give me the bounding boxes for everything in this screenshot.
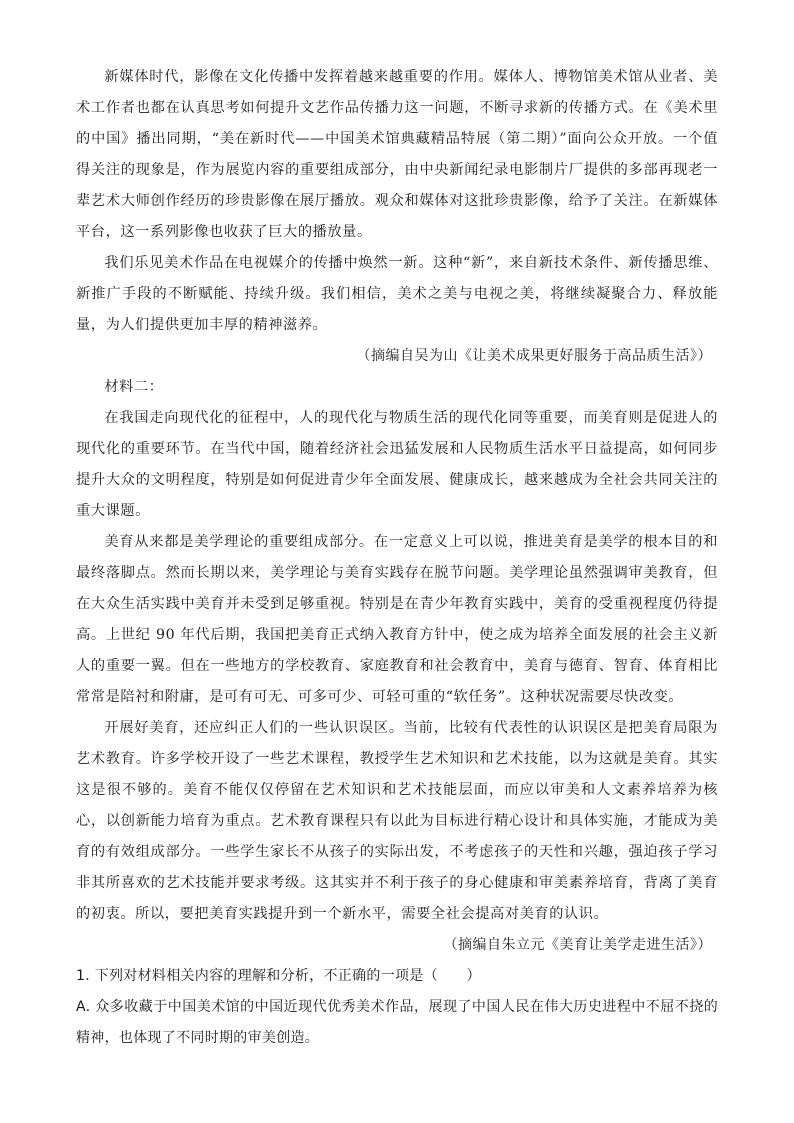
material1-paragraph-1: 新媒体时代，影像在文化传播中发挥着越来越重要的作用。媒体人、博物馆美术馆从业者、美术工作者也都在认真思考如何提升文艺作品传播力这一问题，不断寻求新的传播方式。在《美术里的中国》播出同期，“美在新时代——中国美术馆典藏精品特展（第二期）”面向公众开放。一个值得关注的现象是，作为展览内容的重要组成部分，由中央新闻纪录电影制片厂提供的多部再现老一辈艺术大师创作经历的珍贵影像在展厅播放。观众和媒体对这批珍贵影像，给予了关注。在新媒体平台，这一系列影像也收获了巨大的播放量。 [76, 69, 718, 240]
material1-source: （摘编自吴为山《让美术成果更好服务于高品质生活》） [356, 348, 712, 364]
material1-paragraph-2: 我们乐见美术作品在电视媒介的传播中焕然一新。这种“新”，来自新技术条件、新传播思维、新推广手段的不断赋能、持续升级。我们相信，美术之美与电视之美，将继续凝聚合力、释放能量，为人们提供更加丰厚的精神滋养。 [76, 255, 718, 333]
material2-label: 材料二： [104, 379, 164, 395]
question-1-stem: 1. 下列对材料相关内容的理解和分析，不正确的一项是（ ） [76, 968, 481, 984]
material2-source: （摘编自朱立元《美育让美学走进生活》） [443, 937, 712, 953]
material2-paragraph-1: 在我国走向现代化的征程中，人的现代化与物质生活的现代化同等重要，而美育则是促进人的现代化的重要环节。在当代中国，随着经济社会迅猛发展和人民物质生活水平日益提高，如何同步提升大众的文明程度，特别是如何促进青少年全面发展、健康成长，越来越成为全社会共同关注的重大课题。 [76, 410, 718, 519]
question-1-option-a: A. 众多收藏于中国美术馆的中国近现代优秀美术作品，展现了中国人民在伟大历史进程中不屈不挠的精神，也体现了不同时期的审美创造。 [76, 999, 718, 1046]
material2-paragraph-2: 美育从来都是美学理论的重要组成部分。在一定意义上可以说，推进美育是美学的根本目的和最终落脚点。然而长期以来，美学理论与美育实践存在脱节问题。美学理论虽然强调审美教育，但在大众生活实践中美育并未受到足够重视。特别是在青少年教育实践中，美育的受重视程度仍待提高。上世纪 90 年代后期，我国把美育正式纳入教育方针中，使之成为培养全面发展的社会主义新人的重要一翼。但在一些地方的学校教育、家庭教育和社会教育中，美育与德育、智育、体育相比常常是陪衬和附庸，是可有可无、可多可少、可轻可重的“软任务”。这种状况需要尽快改变。 [76, 534, 718, 705]
material2-paragraph-3: 开展好美育，还应纠正人们的一些认识误区。当前，比较有代表性的认识误区是把美育局限为艺术教育。许多学校开设了一些艺术课程，教授学生艺术知识和艺术技能，以为这就是美育。其实这是很不够的。美育不能仅仅停留在艺术知识和艺术技能层面，而应以审美和人文素养培养为核心，以创新能力培育为重点。艺术教育课程只有以此为目标进行精心设计和具体实施，才能成为美育的有效组成部分。一些学生家长不从孩子的实际出发，不考虑孩子的天性和兴趣，强迫孩子学习非其所喜欢的艺术技能并要求考级。这其实并不利于孩子的身心健康和审美素养培育，背离了美育的初衷。所以，要把美育实践提升到一个新水平，需要全社会提高对美育的认识。 [76, 720, 718, 922]
